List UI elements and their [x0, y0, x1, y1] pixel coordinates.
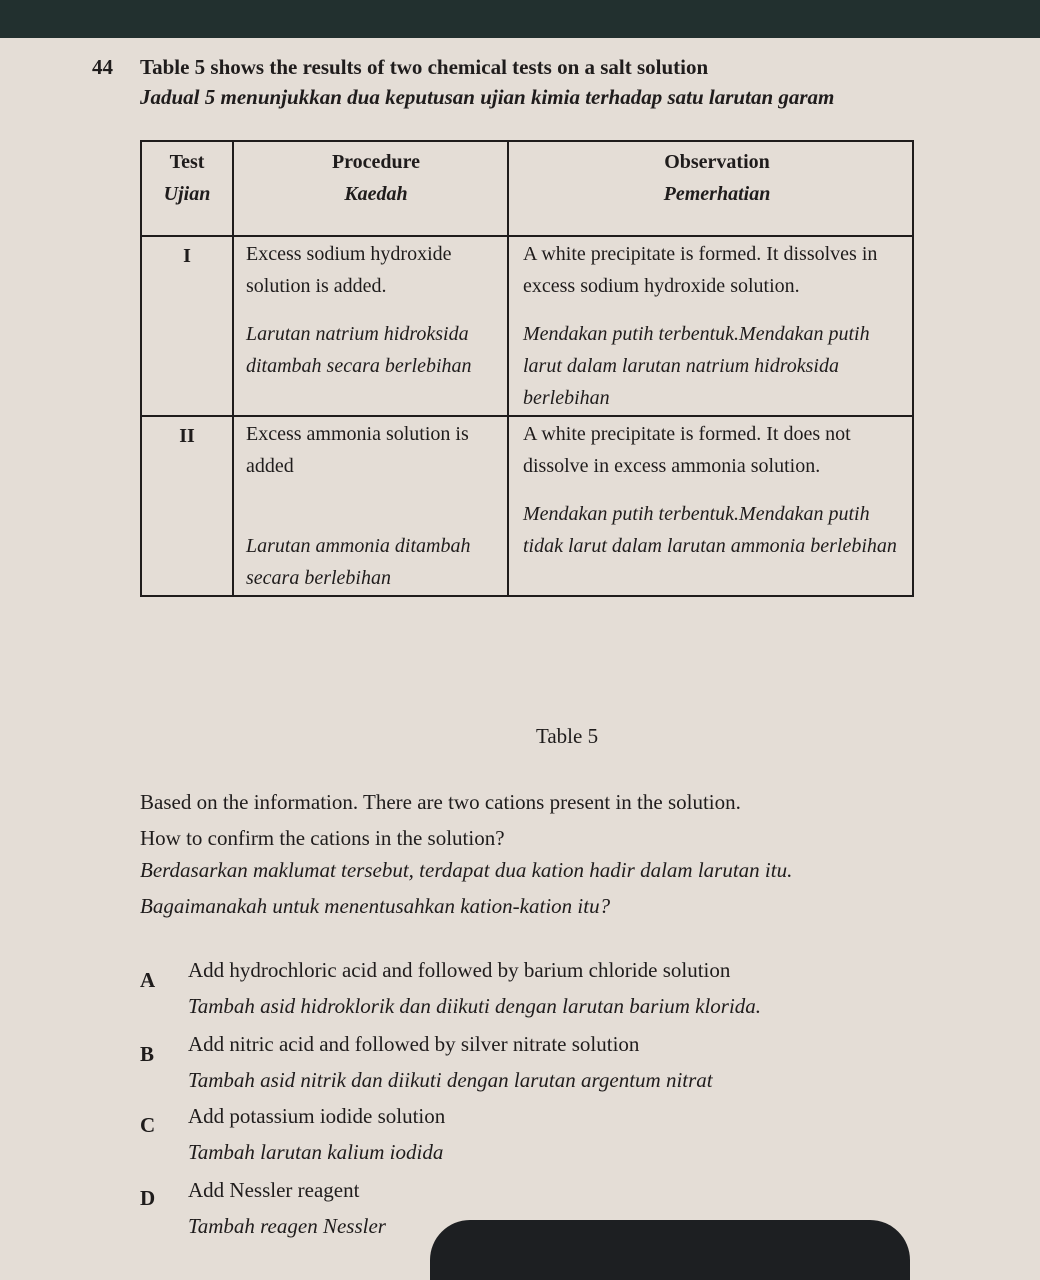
table-header-row: [141, 141, 913, 236]
header-observation-ms: Pemerhatian: [663, 183, 771, 205]
option-text-en: Add Nessler reagent: [188, 1178, 360, 1202]
option-text-ms: Tambah asid nitrik dan diikuti dengan larutan argentum nitrat: [188, 1068, 713, 1092]
option-letter: A: [140, 968, 156, 992]
header-test: [141, 141, 233, 236]
question-number: 44: [92, 55, 113, 79]
question-text-malay: Jadual 5 menunjukkan dua keputusan ujian kimia terhadap satu larutan garam: [140, 85, 835, 109]
option-text-ms: Tambah larutan kalium iodida: [188, 1140, 444, 1164]
test-number: II: [179, 425, 195, 447]
header-observation: [508, 141, 913, 236]
procedure-en: Excess sodium hydroxide solution is added.: [246, 243, 452, 297]
test-cell: [141, 416, 233, 596]
stem-line2-en: How to confirm the cations in the solution?: [140, 826, 505, 850]
header-observation-en: Observation: [664, 151, 770, 173]
observation-en: A white precipitate is formed. It dissolves in excess sodium hydroxide solution.: [523, 243, 878, 297]
header-procedure: [233, 141, 508, 236]
table-row: [141, 416, 913, 596]
stem-line1-ms: Berdasarkan maklumat tersebut, terdapat dua kation hadir dalam larutan itu.: [140, 858, 793, 882]
stem-line2-ms: Bagaimanakah untuk menentusahkan kation-kation itu?: [140, 894, 611, 918]
procedure-cell: [233, 236, 508, 416]
table-caption: Table 5: [536, 724, 599, 748]
procedure-ms: Larutan natrium hidroksida ditambah secara berlebihan: [246, 323, 472, 377]
test-number: I: [183, 245, 191, 267]
test-cell: [141, 236, 233, 416]
observation-cell: [508, 416, 913, 596]
observation-en: A white precipitate is formed. It does not dissolve in excess ammonia solution.: [523, 423, 851, 477]
table-row: [141, 236, 913, 416]
observation-ms: Mendakan putih terbentuk.Mendakan putih tidak larut dalam larutan ammonia berlebihan: [523, 503, 897, 557]
stem-line1-en: Based on the information. There are two cations present in the solution.: [140, 790, 741, 814]
observation-ms: Mendakan putih terbentuk.Mendakan putih larut dalam larutan natrium hidroksida berlebihan: [523, 323, 870, 409]
option-text-ms: Tambah reagen Nessler: [188, 1214, 386, 1238]
bottom-dark-shadow: [430, 1220, 910, 1280]
header-procedure-en: Procedure: [331, 151, 421, 173]
top-dark-edge: [0, 0, 1040, 38]
question-text-english: Table 5 shows the results of two chemical tests on a salt solution: [140, 55, 709, 79]
option-text-en: Add nitric acid and followed by silver nitrate solution: [188, 1032, 640, 1056]
option-letter: B: [140, 1042, 155, 1066]
observation-cell: [508, 236, 913, 416]
option-text-en: Add hydrochloric acid and followed by barium chloride solution: [188, 958, 731, 982]
header-test-en: Test: [169, 151, 205, 173]
header-procedure-ms: Kaedah: [344, 183, 408, 205]
option-text-en: Add potassium iodide solution: [188, 1104, 446, 1128]
option-letter: C: [140, 1113, 156, 1137]
procedure-cell: [233, 416, 508, 596]
results-table: [140, 140, 914, 597]
procedure-ms: Larutan ammonia ditambah secara berlebihan: [246, 535, 471, 589]
option-letter: D: [140, 1186, 156, 1210]
option-text-ms: Tambah asid hidroklorik dan diikuti dengan larutan barium klorida.: [188, 994, 762, 1018]
procedure-en: Excess ammonia solution is added: [246, 423, 469, 477]
header-test-ms: Ujian: [163, 183, 211, 205]
